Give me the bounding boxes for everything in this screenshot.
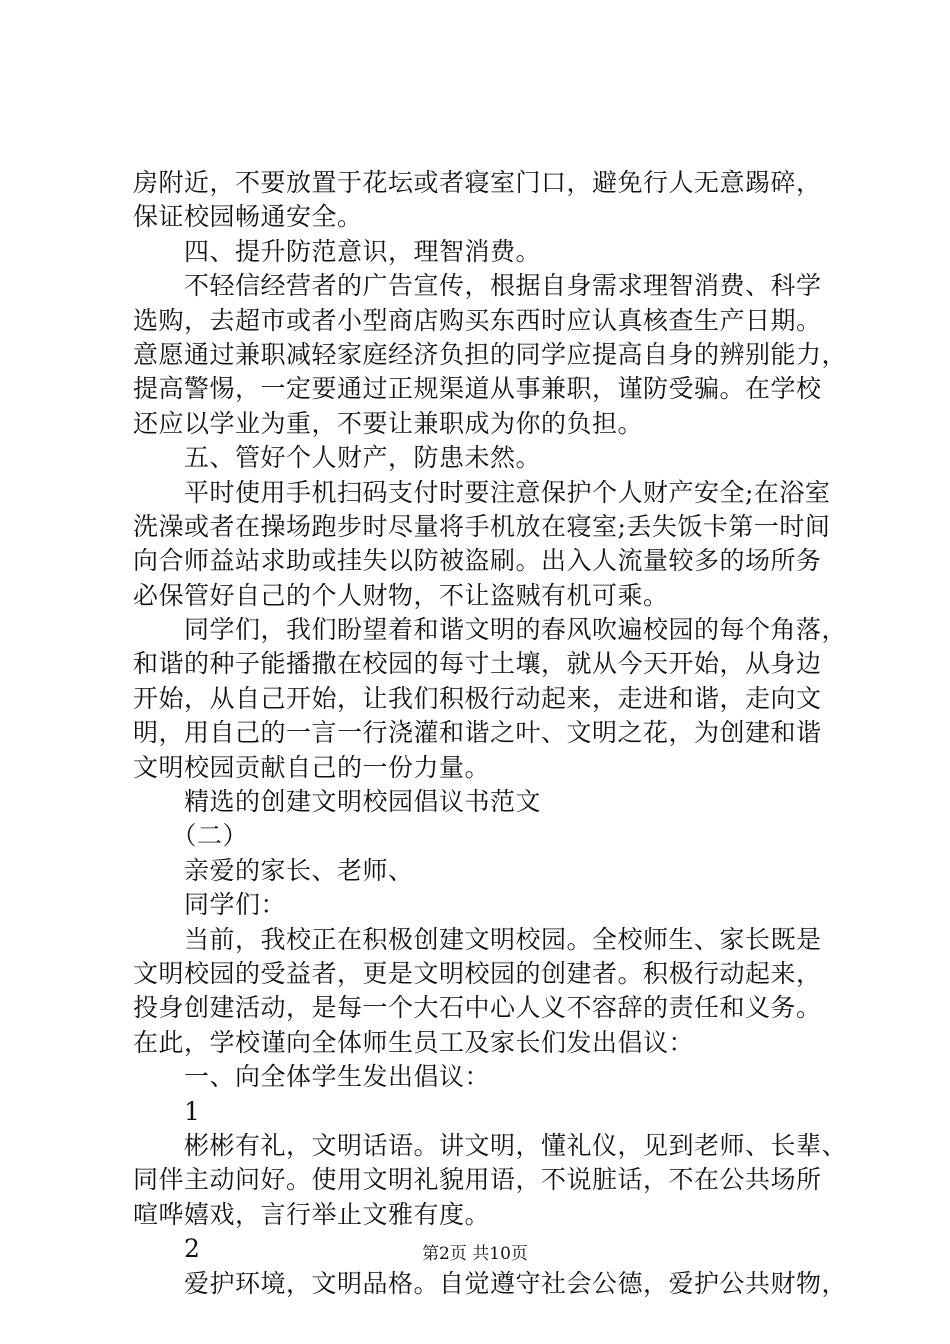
page-footer: 第2页 共10页: [422, 1244, 528, 1264]
section-heading: 一、向全体学生发出倡议：: [133, 1062, 491, 1092]
text-line: 同伴主动问好。使用文明礼貌用语，不说脏话，不在公共场所: [133, 1165, 822, 1195]
text-line: 开始，从自己开始，让我们积极行动起来，走进和谐，走向文: [133, 683, 822, 713]
text-line: 明，用自己的一言一行浇灌和谐之叶、文明之花，为创建和谐: [133, 718, 822, 748]
item-number: 1: [133, 1096, 201, 1126]
text-line: 文明校园的受益者，更是文明校园的创建者。积极行动起来，: [133, 958, 822, 988]
text-line: 不轻信经营者的广告宣传，根据自身需求理智消费、科学: [133, 271, 822, 301]
text-line: 爱护环境，文明品格。自觉遵守社会公德，爱护公共财物，: [133, 1268, 848, 1298]
text-line: 提高警惕，一定要通过正规渠道从事兼职，谨防受骗。在学校: [133, 374, 822, 404]
text-line: 洗澡或者在操场跑步时尽量将手机放在寝室;丢失饭卡第一时间: [133, 511, 831, 541]
text-line: 房附近，不要放置于花坛或者寝室门口，避免行人无意踢碎，: [133, 168, 822, 197]
text-line: 投身创建活动，是每一个大石中心人义不容辞的责任和义务。: [133, 993, 822, 1023]
text-line: 当前，我校正在积极创建文明校园。全校师生、家长既是: [133, 924, 822, 954]
text-line: 向合师益站求助或挂失以防被盗刷。出入人流量较多的场所务: [133, 546, 822, 576]
document-body: [133, 166, 848, 1301]
text-line: 必保管好自己的个人财物，不让盗贼有机可乘。: [133, 580, 669, 610]
text-line: 喧哗嬉戏，言行举止文雅有度。: [133, 1199, 491, 1229]
text-line: 还应以学业为重，不要让兼职成为你的负担。: [133, 408, 644, 438]
text-line: 保证校园畅通安全。: [133, 202, 363, 232]
text-line: 和谐的种子能播撒在校园的每寸土壤，就从今天开始，从身边: [133, 649, 822, 679]
text-line: 文明校园贡献自己的一份力量。: [133, 752, 491, 782]
article-subtitle: （二）: [133, 821, 249, 851]
salutation: 亲爱的家长、老师、: [133, 855, 414, 885]
text-line: 在此，学校谨向全体师生员工及家长们发出倡议：: [133, 1027, 695, 1057]
salutation: 同学们：: [133, 890, 287, 920]
text-line: 平时使用手机扫码支付时要注意保护个人财产安全;在浴室: [133, 477, 831, 507]
text-line: 同学们，我们盼望着和谐文明的春风吹遍校园的每个角落，: [133, 615, 848, 645]
section-heading: 四、提升防范意识，理智消费。: [133, 236, 542, 266]
text-line: 选购，去超市或者小型商店购买东西时应认真核查生产日期。: [133, 305, 822, 335]
section-heading: 五、管好个人财产，防患未然。: [133, 443, 542, 473]
article-title: 精选的创建文明校园倡议书范文: [133, 787, 542, 817]
item-number: 2: [133, 1234, 201, 1264]
text-line: 彬彬有礼，文明话语。讲文明，懂礼仪，见到老师、长辈、: [133, 1130, 848, 1160]
text-line: 意愿通过兼职减轻家庭经济负担的同学应提高自身的辨别能力，: [133, 339, 848, 369]
